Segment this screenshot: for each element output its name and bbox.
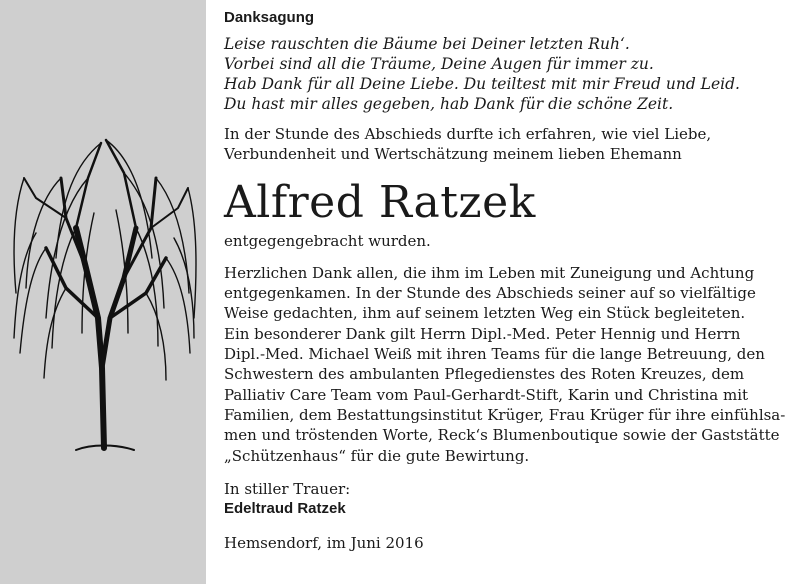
poem-line: Vorbei sind all die Träume, Deine Augen für immer zu. [224, 55, 654, 73]
after-name-text: entgegengebracht wurden. [224, 231, 431, 250]
body-text [224, 263, 786, 466]
signer-name: Edeltraud Ratzek [224, 500, 346, 518]
poem [224, 34, 786, 114]
body-line: men und tröstenden Worte, Reck‘s Blumenboutique sowie der Gaststätte [224, 426, 780, 445]
place-date: Hemsendorf, im Juni 2016 [224, 534, 424, 553]
body-line: entgegenkamen. In der Stunde des Abschieds seiner auf so vielfältige [224, 284, 756, 303]
closing-label: In stiller Trauer: [224, 479, 351, 498]
sidebar-panel [0, 0, 206, 584]
body-line: „Schützenhaus“ für die gute Bewirtung. [224, 446, 530, 465]
obituary-content [224, 8, 786, 554]
body-line: Dipl.-Med. Michael Weiß mit ihren Teams für die lange Betreuung, den [224, 345, 765, 364]
deceased-name: Alfred Ratzek [224, 176, 536, 228]
poem-line: Leise rauschten die Bäume bei Deiner letzten Ruh‘. [224, 35, 630, 53]
body-line: Schwestern des ambulanten Pflegedienstes des Roten Kreuzes, dem [224, 365, 745, 384]
body-line: Familien, dem Bestattungsinstitut Krüger, Frau Krüger für ihre einfühlsa- [224, 405, 786, 424]
intro-text [224, 124, 786, 165]
poem-line: Hab Dank für all Deine Liebe. Du teiltest mit mir Freud und Leid. [224, 75, 740, 93]
closing [224, 479, 786, 520]
body-line: Herzlichen Dank allen, die ihm im Leben mit Zuneigung und Achtung [224, 263, 755, 282]
body-line: Weise gedachten, ihm auf seinem letzten Weg ein Stück begleiteten. [224, 304, 746, 323]
body-line: Ein besonderer Dank gilt Herrn Dipl.-Med. Peter Hennig und Herrn [224, 324, 741, 343]
intro-line: Verbundenheit und Wertschätzung meinem lieben Ehemann [224, 145, 682, 164]
poem-line: Du hast mir alles gegeben, hab Dank für die schöne Zeit. [224, 95, 674, 113]
body-line: Palliativ Care Team vom Paul-Gerhardt-Stift, Karin und Christina mit [224, 385, 749, 404]
weeping-tree-icon [6, 118, 202, 468]
intro-line: In der Stunde des Abschieds durfte ich erfahren, wie viel Liebe, [224, 125, 712, 143]
heading: Danksagung [224, 9, 315, 26]
